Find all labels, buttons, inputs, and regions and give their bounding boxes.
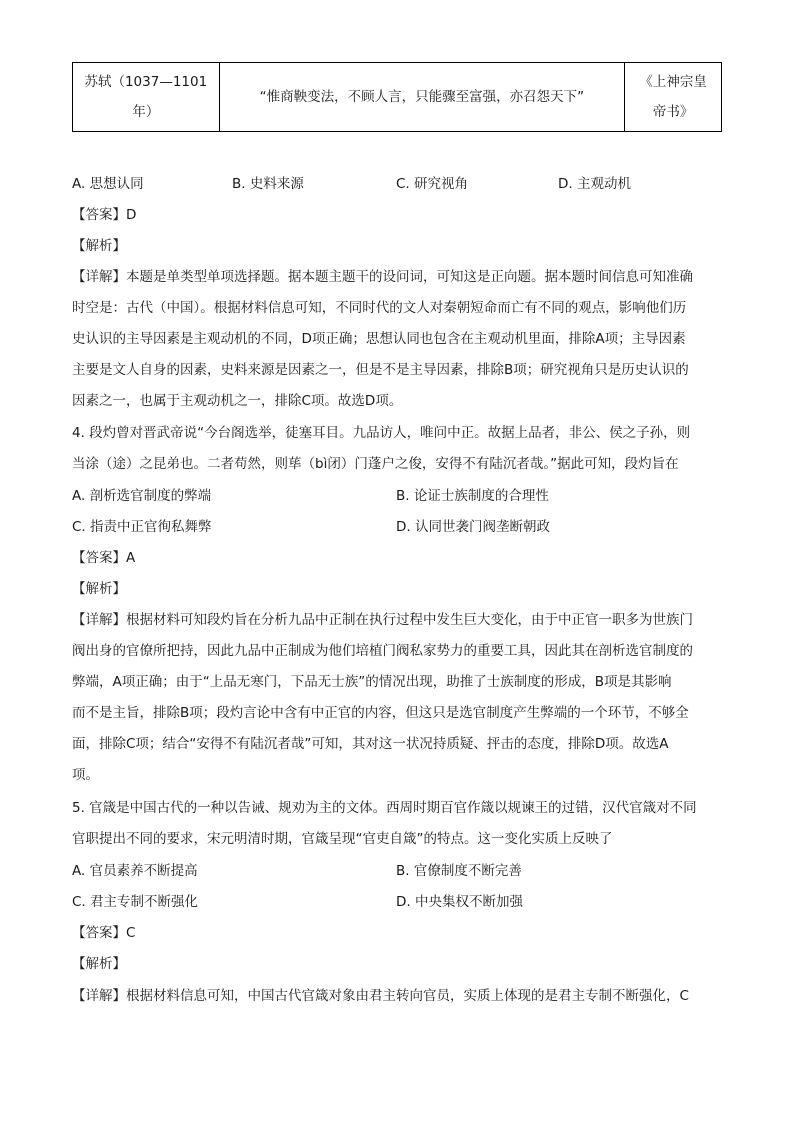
q3-answer: 【答案】D xyxy=(72,207,137,223)
q3-detail-line: 【详解】本题是单类型单项选择题。据本题主题干的设问词，可知这是正向题。据本题时间信息可知准确 xyxy=(72,269,693,285)
q5-option-b: B. 官僚制度不断完善 xyxy=(396,863,522,879)
q4-detail-line: 阀出身的官僚所把持，因此九品中正制成为他们培植门阀私家势力的重要工具，因此其在剖析选官制度的 xyxy=(72,643,693,659)
q3-option-a: A. 思想认同 xyxy=(72,176,144,192)
source-table xyxy=(72,62,722,132)
q4-analysis-label: 【解析】 xyxy=(72,581,126,597)
q5-answer: 【答案】C xyxy=(72,925,136,941)
q4-option-c: C. 指责中正官徇私舞弊 xyxy=(72,519,212,535)
q5-option-c: C. 君主专制不断强化 xyxy=(72,894,199,910)
q4-detail-line: 【详解】根据材料可知段灼旨在分析九品中正制在执行过程中发生巨大变化，由于中正官一职多为世族门 xyxy=(72,612,693,628)
q5-stem-line: 官职提出不同的要求，宋元明清时期，官箴呈现“官吏自箴”的特点。这一变化实质上反映了 xyxy=(72,831,613,847)
q5-stem-line: 5. 官箴是中国古代的一种以告诫、规劝为主的文体。西周时期百官作箴以规谏王的过错，汉代官箴对不同 xyxy=(72,800,697,816)
q4-option-a: A. 剖析选官制度的弊端 xyxy=(72,488,212,504)
q4-option-d: D. 认同世袭门阀垄断朝政 xyxy=(396,519,550,535)
q4-detail-line: 项。 xyxy=(72,767,99,783)
q4-detail-line: 弊端，A项正确；由于“上品无寒门，下品无士族”的情况出现，助推了士族制度的形成，B项是其影响 xyxy=(72,674,672,690)
q5-detail-line: 【详解】根据材料信息可知，中国古代官箴对象由君主转向官员，实质上体现的是君主专制不断强化，C xyxy=(72,988,689,1004)
table-cell-quote: “惟商鞅变法，不顾人言，只能骤至富强，亦召怨天下” xyxy=(219,63,625,132)
q5-option-d: D. 中央集权不断加强 xyxy=(396,894,523,910)
q3-option-d: D. 主观动机 xyxy=(558,176,631,192)
q4-stem-line: 4. 段灼曾对晋武帝说“今台阁选举，徒塞耳目。九品访人，唯问中正。故据上品者，非公、侯之子孙，则 xyxy=(72,425,691,441)
table-cell-source: 《上神宗皇帝书》 xyxy=(625,63,722,132)
q3-detail-line: 史认识的主导因素是主观动机的不同，D项正确；思想认同也包含在主观动机里面，排除A项；主导因素 xyxy=(72,331,686,347)
q5-analysis-label: 【解析】 xyxy=(72,956,126,972)
table-row xyxy=(73,63,722,132)
table-cell-author: 苏轼（1037—1101年） xyxy=(73,63,220,132)
q4-detail-line: 面，排除C项；结合“安得不有陆沉者哉”可知，其对这一状况持质疑、抨击的态度，排除D项。故选A xyxy=(72,736,669,752)
q3-analysis-label: 【解析】 xyxy=(72,238,126,254)
q4-option-b: B. 论证士族制度的合理性 xyxy=(396,488,549,504)
q3-detail-line: 主要是文人自身的因素，史料来源是因素之一，但是不是主导因素，排除B项；研究视角只是历史认识的 xyxy=(72,362,689,378)
q4-detail-line: 而不是主旨，排除B项；段灼言论中含有中正官的内容，但这只是选官制度产生弊端的一个环节，不够全 xyxy=(72,705,689,721)
q5-option-a: A. 官员素养不断提高 xyxy=(72,863,198,879)
q4-answer: 【答案】A xyxy=(72,550,136,566)
q4-stem-line: 当涂（途）之昆弟也。二者苟然，则荜（bì闭）门蓬户之俊，安得不有陆沉者哉。”据此可知，段灼旨在 xyxy=(72,456,679,472)
q3-detail-line: 时空是：古代（中国）。根据材料信息可知，不同时代的文人对秦朝短命而亡有不同的观点，影响他们历 xyxy=(72,300,687,316)
q3-option-c: C. 研究视角 xyxy=(396,176,469,192)
q3-detail-line: 因素之一，也属于主观动机之一，排除C项。故选D项。 xyxy=(72,393,403,409)
q3-option-b: B. 史料来源 xyxy=(232,176,304,192)
